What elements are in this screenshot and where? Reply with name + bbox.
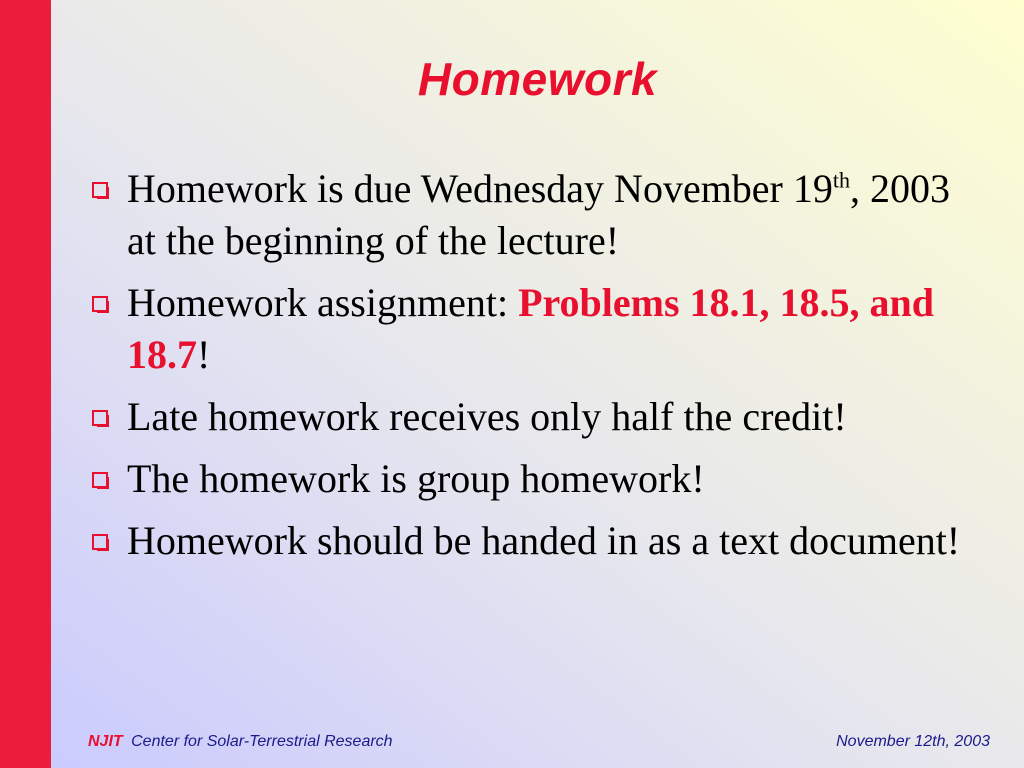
footer-date: November 12th, 2003: [836, 733, 990, 750]
checkbox-bullet-icon: [92, 472, 108, 488]
footer-org-logo: NJIT: [88, 733, 123, 750]
bullet-text-suffix: !: [197, 332, 211, 377]
bullet-text: Late homework receives only half the credit!: [127, 394, 847, 439]
bullet-text-part2: , 2003 at the beginning of the lecture!: [127, 166, 951, 263]
checkbox-bullet-icon: [92, 534, 108, 550]
bullet-text: Homework should be handed in as a text document!: [127, 518, 961, 563]
bullet-text-part1: Homework is due Wednesday November 19: [127, 166, 833, 211]
checkbox-bullet-icon: [92, 296, 108, 312]
checkbox-bullet-icon: [92, 410, 108, 426]
bullet-text: The homework is group homework!: [127, 456, 705, 501]
left-accent-bar: [0, 0, 51, 768]
assignment-problems: Problems 18.1, 18.5, and 18.7: [127, 280, 935, 377]
bullet-list: [92, 163, 982, 577]
checkbox-bullet-icon: [92, 182, 108, 198]
bullet-superscript: th: [832, 167, 851, 193]
bullet-group: [92, 453, 982, 505]
bullet-late-policy: [92, 391, 982, 443]
bullet-text-prefix: Homework assignment:: [127, 280, 519, 325]
slide-title: Homework: [417, 53, 658, 105]
bullet-assignment: [92, 277, 982, 381]
bullet-due-date: [92, 163, 982, 267]
footer-center-name: Center for Solar-Terrestrial Research: [131, 733, 393, 750]
bullet-format: [92, 515, 982, 567]
footer-institution: [88, 733, 393, 751]
